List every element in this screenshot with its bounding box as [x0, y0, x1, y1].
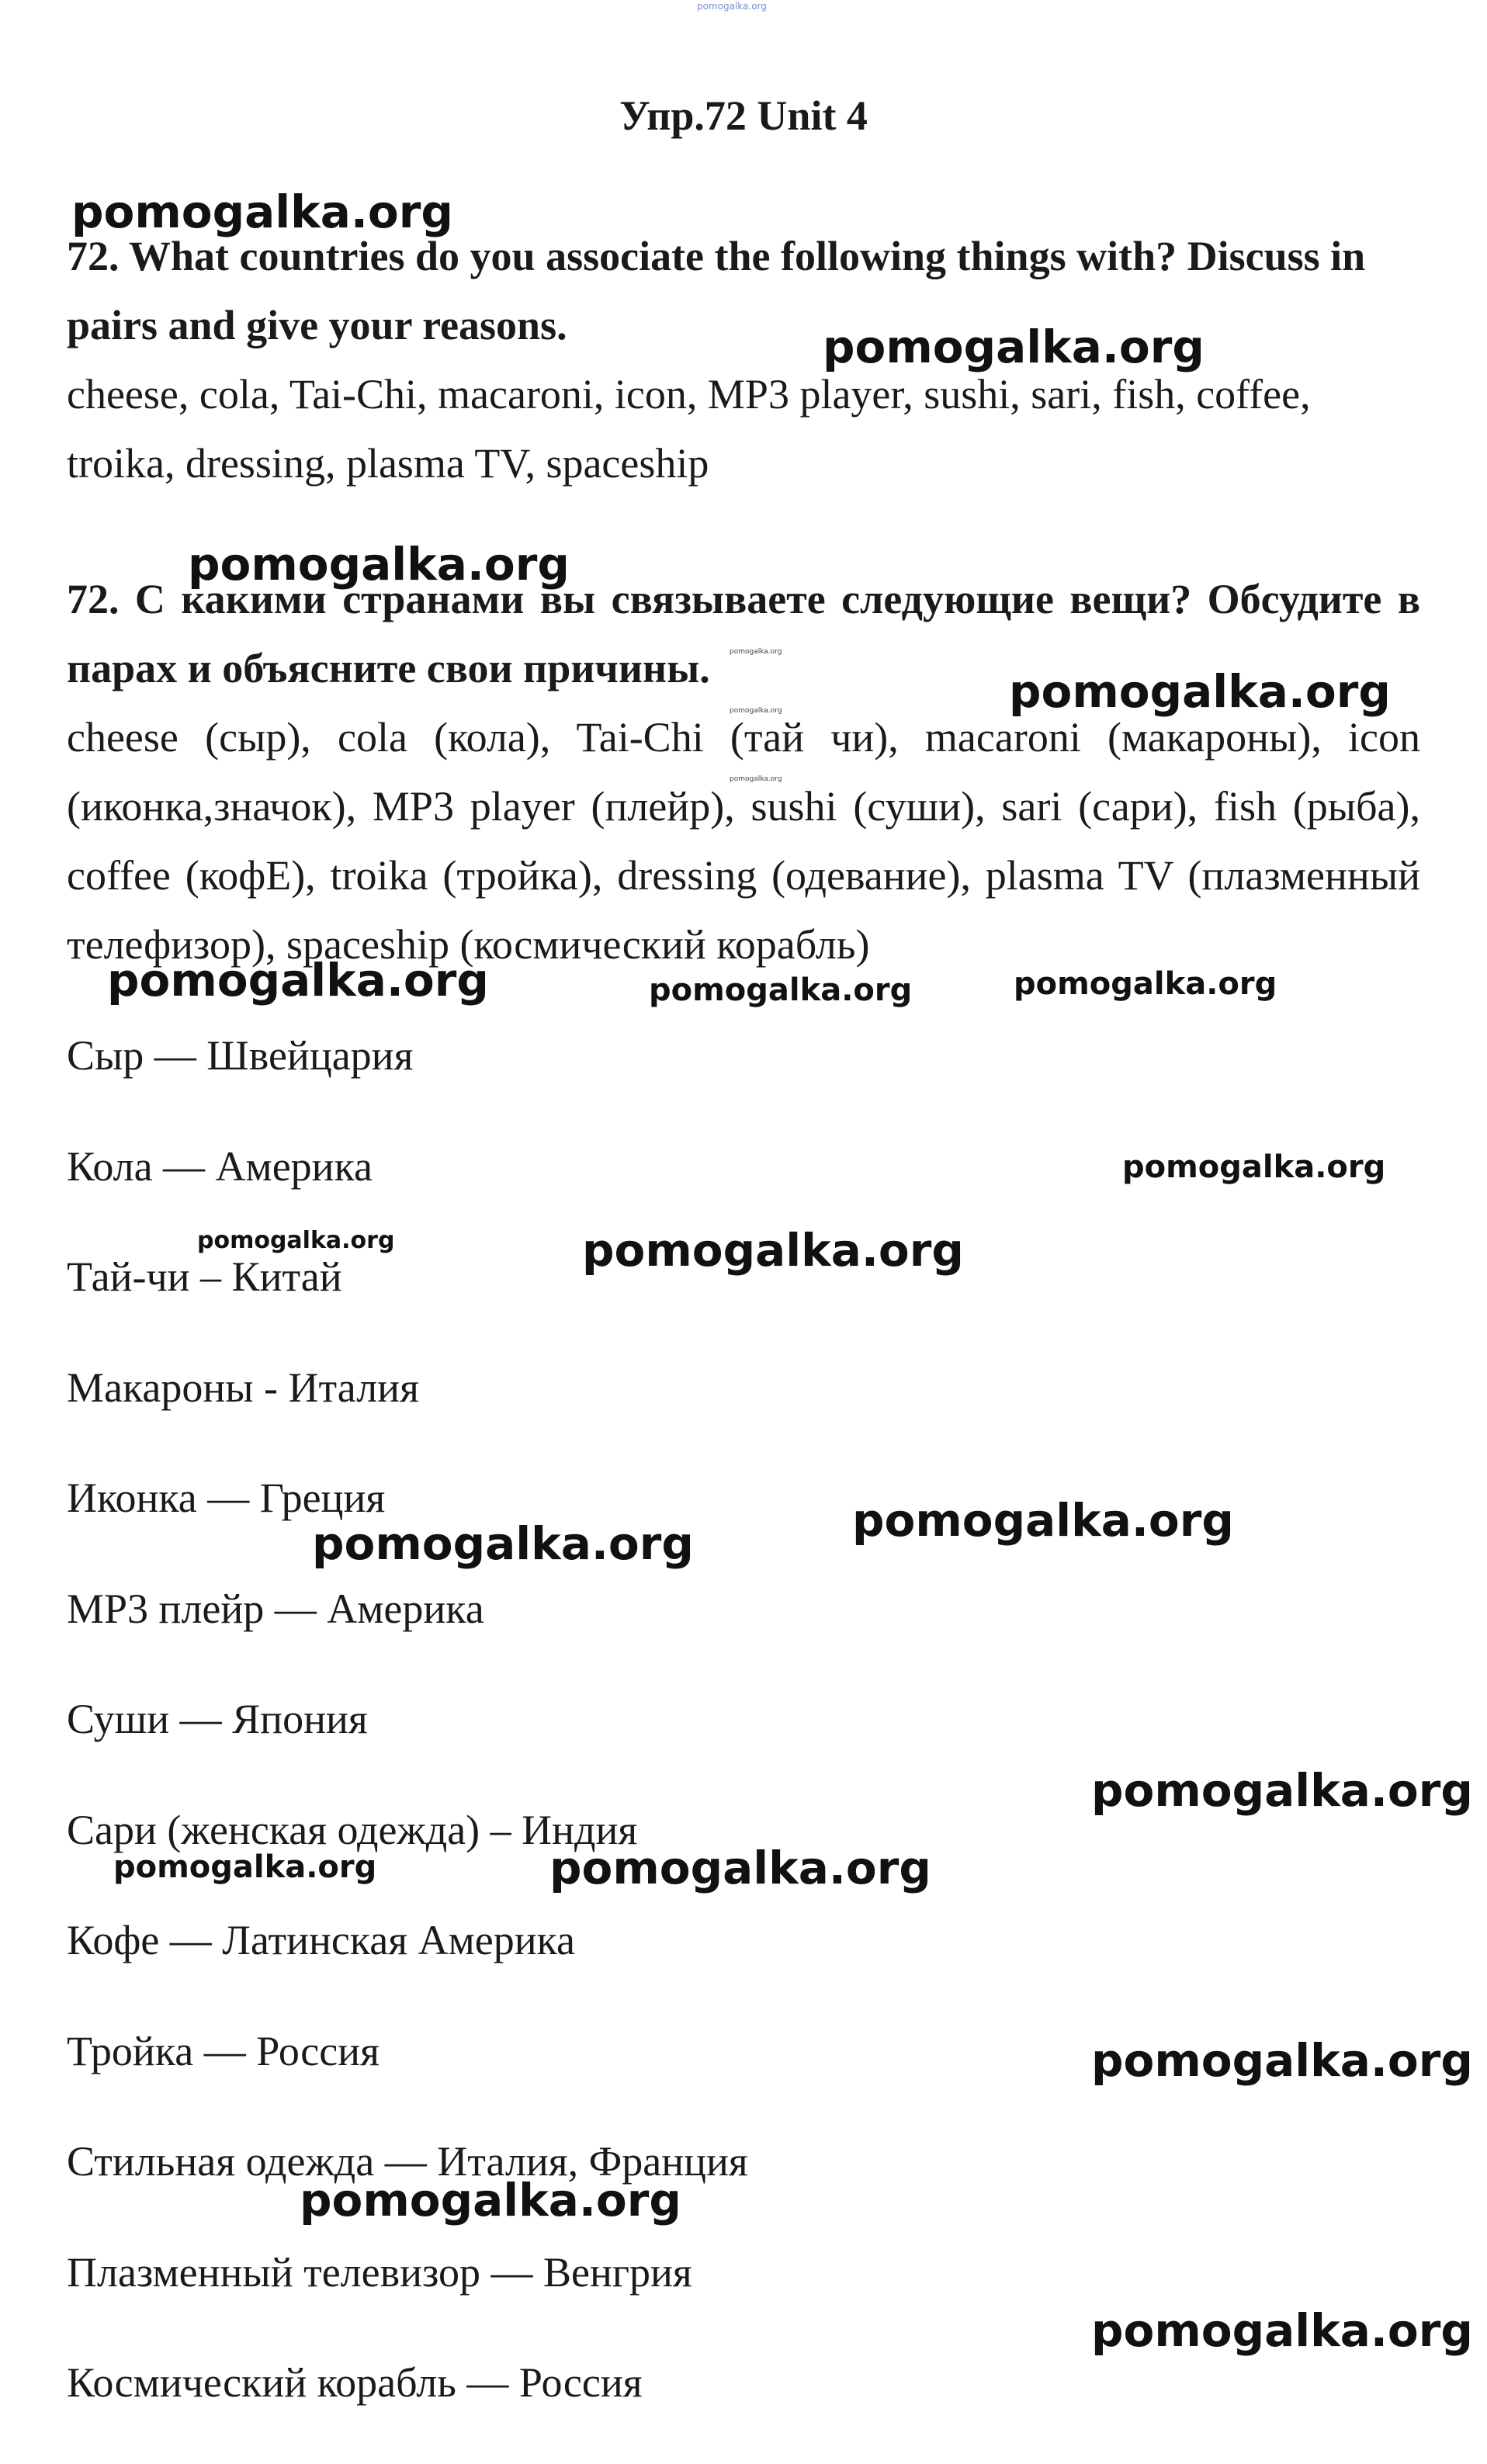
watermark: pomogalka.org: [107, 954, 489, 1007]
watermark: pomogalka.org: [730, 775, 782, 783]
page-title: Упр.72 Unit 4: [619, 92, 868, 139]
answer-item-cola: Кола — Америка: [67, 1143, 373, 1190]
answer-item-macaroni: Макароны - Италия: [67, 1364, 419, 1411]
watermark: pomogalka.org: [197, 1227, 395, 1254]
answer-item-troika: Тройка — Россия: [67, 2028, 380, 2074]
watermark: pomogalka.org: [582, 1224, 964, 1277]
answer-item-cheese: Сыр — Швейцария: [67, 1032, 414, 1079]
answer-item-icon: Иконка — Греция: [67, 1475, 386, 1521]
english-heading: 72. What countries do you associate the following things with? Discuss in pairs and give your reasons.: [67, 233, 1366, 348]
answer-item-sushi: Суши — Япония: [67, 1696, 368, 1742]
watermark: pomogalka.org: [649, 972, 913, 1008]
watermark: pomogalka.org: [852, 1494, 1234, 1547]
watermark: pomogalka.org: [188, 538, 570, 591]
watermark: pomogalka.org: [549, 1842, 931, 1894]
answer-item-spaceship: Космический корабль — Россия: [67, 2359, 643, 2406]
watermark: pomogalka.org: [300, 2174, 681, 2227]
watermark: pomogalka.org: [71, 185, 453, 238]
watermark-top: pomogalka.org: [697, 1, 767, 12]
watermark: pomogalka.org: [823, 321, 1205, 373]
watermark: pomogalka.org: [1091, 2304, 1473, 2357]
answer-item-plasma-tv: Плазменный телевизор — Венгрия: [67, 2249, 692, 2296]
watermark: pomogalka.org: [113, 1849, 377, 1885]
answer-item-sari: Сари (женская одежда) – Индия: [67, 1807, 638, 1853]
watermark: pomogalka.org: [312, 1517, 694, 1570]
russian-words: cheese (сыр), cola (кола), Tai-Chi (тай чи), macaroni (макароны), icon (иконка,значок), MP3 player (плейр), sushi (суши), sari (сари), fish (рыба), coffee (кофЕ), troika (тройка), dressing (одевание), plasma TV (плазменный телефизор), spaceship (космический корабль): [67, 714, 1420, 968]
watermark: pomogalka.org: [1014, 966, 1277, 1002]
watermark: pomogalka.org: [1009, 665, 1391, 718]
russian-heading: 72. С какими странами вы связываете следующие вещи? Обсудите в парах и объясните свои причины.: [67, 576, 1420, 691]
answer-item-dressing: Стильная одежда — Италия, Франция: [67, 2138, 748, 2185]
watermark: pomogalka.org: [1122, 1149, 1386, 1185]
watermark: pomogalka.org: [1091, 2034, 1473, 2087]
answer-item-mp3: MP3 плейр — Америка: [67, 1585, 484, 1632]
english-exercise: [67, 222, 1420, 498]
answer-item-taichi: Тай-чи – Китай: [67, 1253, 342, 1300]
watermark: pomogalka.org: [730, 707, 782, 715]
watermark: pomogalka.org: [1091, 1764, 1473, 1817]
english-words: cheese, cola, Tai-Chi, macaroni, icon, MP3 player, sushi, sari, fish, coffee, troika, dressing, plasma TV, spaceship: [67, 371, 1311, 487]
answer-item-coffee: Кофе — Латинская Америка: [67, 1917, 575, 1963]
watermark: pomogalka.org: [730, 648, 782, 656]
russian-exercise: [67, 565, 1420, 979]
